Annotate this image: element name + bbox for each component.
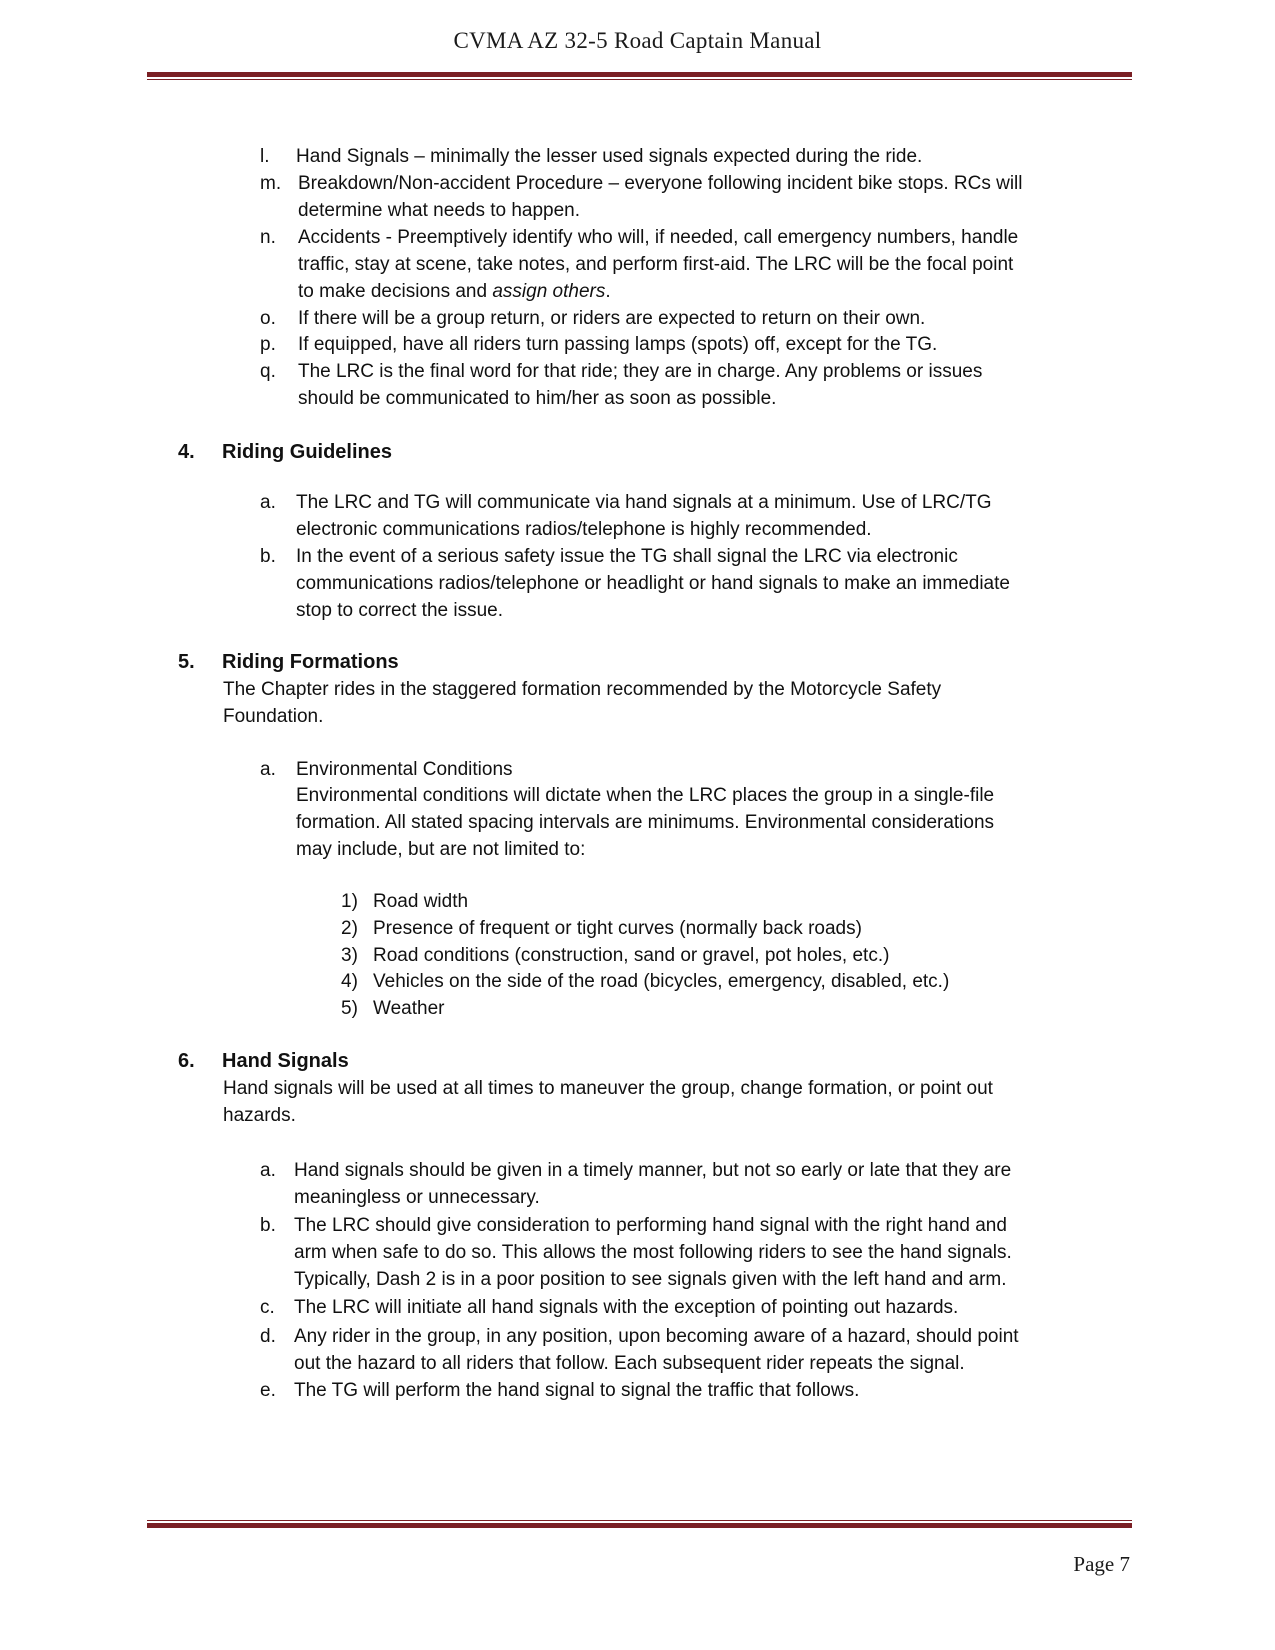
- paragraph-line: hazards.: [223, 1105, 296, 1126]
- numbered-item-text: Road width: [373, 891, 469, 912]
- numbered-marker: 3): [341, 945, 358, 966]
- section-number: 4.: [178, 441, 195, 463]
- list-marker: q.: [260, 361, 276, 382]
- list-item-text: Hand Signals – minimally the lesser used signals expected during the ride.: [296, 146, 923, 167]
- list-item-text: Accidents - Preemptively identify who will, if needed, call emergency numbers, handle: [298, 227, 1019, 248]
- section-heading: Riding Guidelines: [222, 441, 393, 463]
- list-marker: d.: [260, 1326, 276, 1347]
- list-item-text: If there will be a group return, or riders are expected to return on their own.: [298, 308, 926, 329]
- section-number: 5.: [178, 651, 195, 673]
- list-marker: m.: [260, 173, 282, 194]
- list-item-text: Any rider in the group, in any position, upon becoming aware of a hazard, should point: [294, 1326, 1019, 1347]
- list-item-text: The LRC and TG will communicate via hand signals at a minimum. Use of LRC/TG: [296, 492, 992, 513]
- list-item-text: If equipped, have all riders turn passing lamps (spots) off, except for the TG.: [298, 334, 938, 355]
- list-item-text: traffic, stay at scene, take notes, and perform first-aid. The LRC will be the focal point: [298, 254, 1014, 275]
- list-item-text: Breakdown/Non-accident Procedure – everyone following incident bike stops. RCs will: [298, 173, 1023, 194]
- numbered-marker: 4): [341, 971, 358, 992]
- numbered-item-text: Road conditions (construction, sand or gravel, pot holes, etc.): [373, 945, 890, 966]
- list-item-text: may include, but are not limited to:: [296, 839, 586, 860]
- list-marker: o.: [260, 308, 276, 329]
- list-item-text: out the hazard to all riders that follow. Each subsequent rider repeats the signal.: [294, 1353, 965, 1374]
- emphasis-text: assign others: [492, 281, 606, 302]
- list-item-text: The LRC should give consideration to performing hand signal with the right hand and: [294, 1215, 1007, 1236]
- list-item-text: The LRC is the final word for that ride; they are in charge. Any problems or issues: [298, 361, 983, 382]
- paragraph-line: The Chapter rides in the staggered formation recommended by the Motorcycle Safety: [223, 679, 942, 700]
- header-divider: [147, 72, 1132, 80]
- footer-divider: [147, 1520, 1132, 1528]
- list-item-heading: Environmental Conditions: [296, 759, 513, 780]
- list-item-text: determine what needs to happen.: [298, 200, 581, 221]
- list-marker: n.: [260, 227, 276, 248]
- list-item-text: meaningless or unnecessary.: [294, 1187, 540, 1208]
- list-item-text: communications radios/telephone or headlight or hand signals to make an immediate: [296, 573, 1010, 594]
- list-item-text: Environmental conditions will dictate when the LRC places the group in a single-file: [296, 785, 995, 806]
- document-title: CVMA AZ 32-5 Road Captain Manual: [453, 28, 822, 53]
- list-item-text: stop to correct the issue.: [296, 600, 503, 621]
- section-heading: Riding Formations: [222, 651, 399, 673]
- list-item-text: electronic communications radios/telephone is highly recommended.: [296, 519, 872, 540]
- list-item-text: Hand signals should be given in a timely manner, but not so early or late that they are: [294, 1160, 1012, 1181]
- list-marker: a.: [260, 492, 276, 513]
- numbered-marker: 5): [341, 998, 358, 1019]
- numbered-item-text: Presence of frequent or tight curves (normally back roads): [373, 918, 862, 939]
- section-number: 6.: [178, 1050, 195, 1072]
- list-item-text: arm when safe to do so. This allows the most following riders to see the hand signals.: [294, 1242, 1012, 1263]
- paragraph-line: Foundation.: [223, 706, 324, 727]
- list-item-text: [298, 278, 611, 306]
- numbered-marker: 2): [341, 918, 358, 939]
- list-item-text: The TG will perform the hand signal to signal the traffic that follows.: [294, 1380, 860, 1401]
- list-item-text-segment: to make decisions and: [298, 281, 493, 302]
- list-marker: l.: [260, 146, 270, 167]
- list-item-text: In the event of a serious safety issue the TG shall signal the LRC via electronic: [296, 546, 958, 567]
- list-marker: e.: [260, 1380, 276, 1401]
- list-marker: p.: [260, 334, 276, 355]
- list-item-text: should be communicated to him/her as soon as possible.: [298, 388, 777, 409]
- page-number: Page 7: [1073, 1552, 1130, 1576]
- list-item-text: Typically, Dash 2 is in a poor position to see signals given with the left hand and arm.: [294, 1269, 1007, 1290]
- numbered-item-text: Weather: [373, 998, 445, 1019]
- paragraph-line: Hand signals will be used at all times to maneuver the group, change formation, or point out: [223, 1078, 993, 1099]
- list-marker: a.: [260, 759, 276, 780]
- list-marker: b.: [260, 1215, 276, 1236]
- list-item-text-segment: .: [605, 281, 611, 302]
- list-marker: b.: [260, 546, 276, 567]
- list-marker: c.: [260, 1297, 275, 1318]
- section-heading: Hand Signals: [222, 1050, 349, 1072]
- list-marker: a.: [260, 1160, 276, 1181]
- list-item-text: The LRC will initiate all hand signals with the exception of pointing out hazards.: [294, 1297, 959, 1318]
- numbered-item-text: Vehicles on the side of the road (bicycles, emergency, disabled, etc.): [373, 971, 950, 992]
- list-item-text: formation. All stated spacing intervals are minimums. Environmental considerations: [296, 812, 995, 833]
- numbered-marker: 1): [341, 891, 358, 912]
